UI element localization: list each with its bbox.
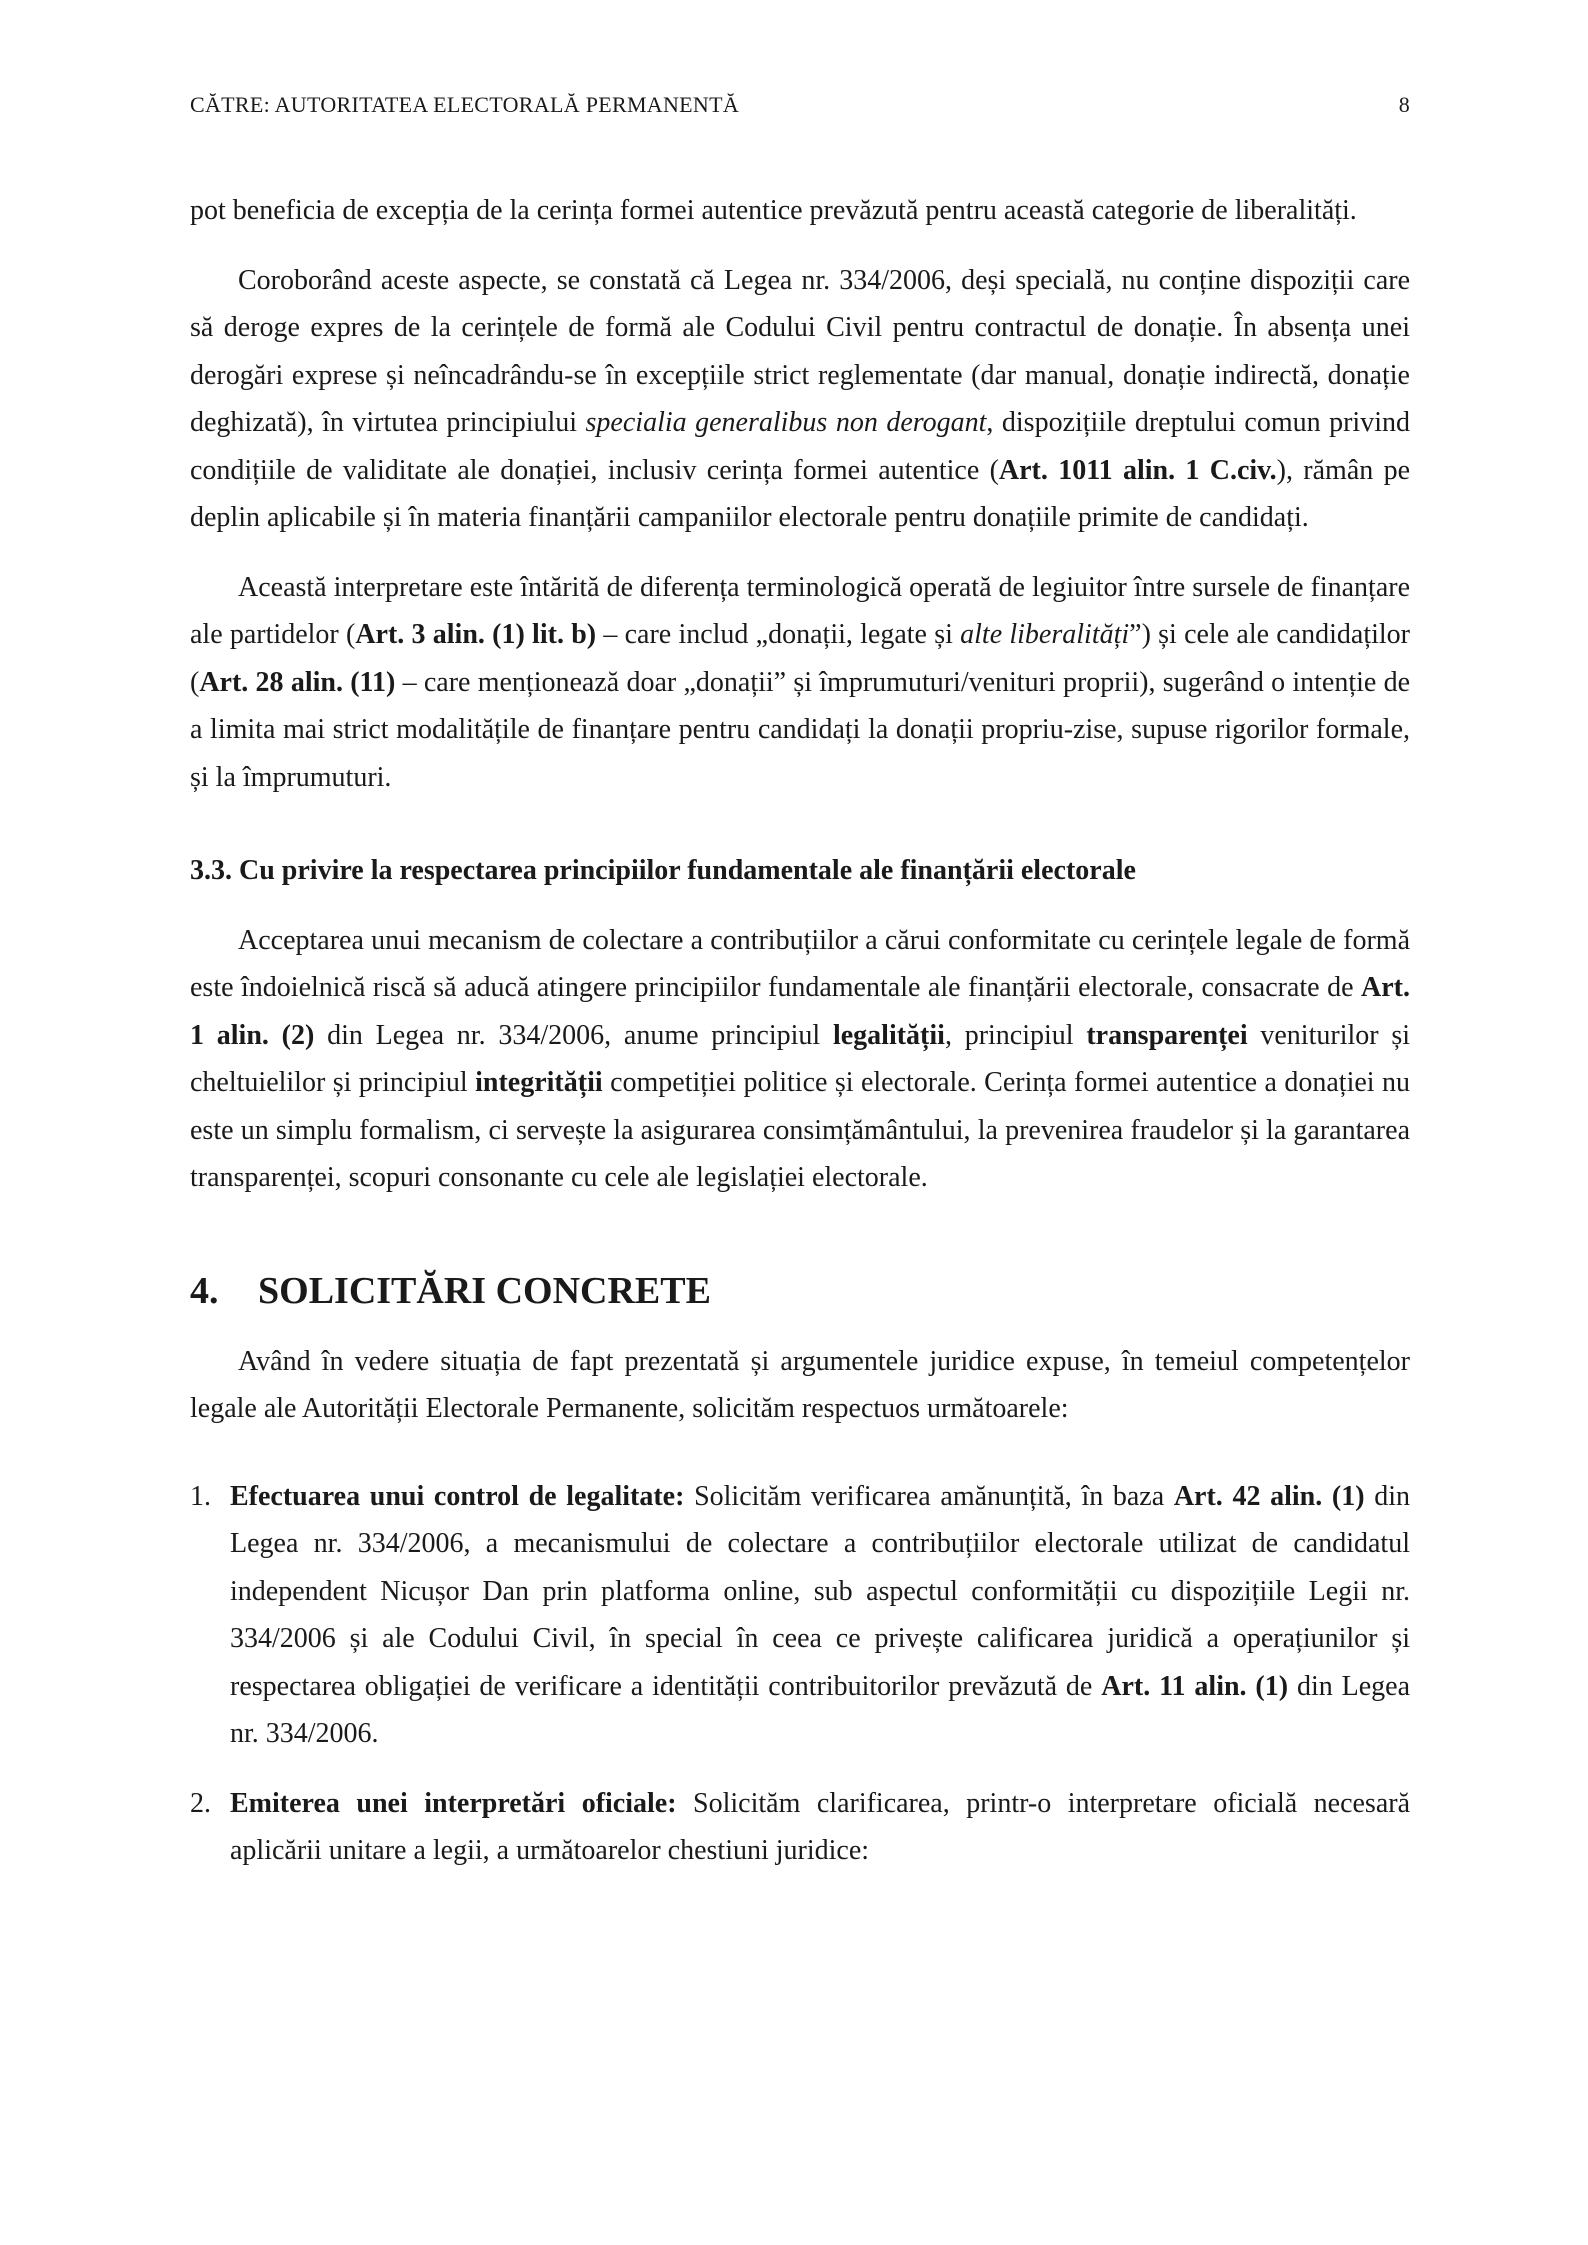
list-item-lead: Emiterea unei interpretări oficiale: <box>230 1787 677 1819</box>
section-title: SOLICITĂRI CONCRETE <box>258 1269 711 1312</box>
paragraph-coroborand <box>190 257 1410 542</box>
paragraph-interpretare <box>190 564 1410 802</box>
running-header <box>190 92 1410 118</box>
p4-text-2: din Legea nr. 334/2006, anume principiul <box>314 1019 833 1051</box>
header-title: CĂTRE: AUTORITATEA ELECTORALĂ PERMANENTĂ <box>190 92 740 117</box>
p4-text-5: competiției politice și electorale. Cerința formei autentice a donației nu este un simplu formalism, ci servește la asigurarea consimțământului, la prevenirea fraudelor și la garantarea transparenței, scopuri consonante cu cele ale legislației electorale. <box>190 1067 1410 1193</box>
legal-reference: Art. 1011 alin. 1 C.civ. <box>998 454 1277 486</box>
list-marker: 2. <box>190 1787 211 1819</box>
p4-text-4: veniturilor și cheltuielilor și principiul <box>190 1019 1411 1098</box>
legal-reference: Art. 28 alin. (11) <box>199 666 396 698</box>
principle-integritatii: integrității <box>475 1067 603 1098</box>
paragraph-solicitare: Având în vedere situația de fapt prezentată și argumentele juridice expuse, în temeiul competențelor legale ale Autorității Electorale Permanente, solicităm respectuos următoarele: <box>190 1345 1410 1424</box>
legal-reference: Art. 11 alin. (1) <box>1101 1670 1289 1702</box>
section-heading <box>190 1266 1410 1316</box>
italic-term: alte liberalități <box>960 619 1130 650</box>
legal-reference: Art. 42 alin. (1) <box>1173 1480 1365 1512</box>
principle-transparentei: transparenței <box>1086 1019 1248 1051</box>
p3-text-4: – care menționează doar „donații” și împrumuturi/venituri proprii), sugerând o intenție de a limita mai strict modalitățile de finanțare pentru candidați la donații propriu-zise, supuse rigorilor formale, și la împrumuturi. <box>190 666 1410 793</box>
list-marker: 1. <box>190 1480 211 1512</box>
p2-text-2: , dispozițiile dreptului comun privind condițiile de validitate ale donației, inclusiv cerința formei autentice ( <box>190 407 1410 486</box>
item1-text-1: Solicităm verificarea amănunțită, în baza <box>684 1480 1174 1512</box>
requests-list <box>190 1473 1410 1875</box>
list-item-body <box>230 1473 1410 1758</box>
p3-text-3: ”) și cele ale candidaților ( <box>190 619 1410 698</box>
item1-text-3: din Legea nr. 334/2006. <box>230 1670 1410 1749</box>
list-item <box>190 1780 1410 1875</box>
list-item-lead: Efectuarea unui control de legalitate: <box>230 1480 685 1512</box>
paragraph-continuation: pot beneficia de excepția de la cerința formei autentice prevăzută pentru această categorie de liberalități. <box>190 195 1357 226</box>
list-item <box>190 1473 1410 1758</box>
item1-text-2: din Legea nr. 334/2006, a mecanismului de colectare a contribuțiilor electorale utilizat de candidatul independent Nicușor Dan prin platforma online, sub aspectul conformității cu dispozițiile Legii nr. 334/2006 și ale Codului Civil, în special în ceea ce privește calificarea juridică a operațiunilor și respectarea obligației de verificare a identității contribuitorilor prevăzută de <box>230 1480 1410 1702</box>
principle-legalitatii: legalității <box>832 1019 945 1051</box>
p4-text-3: , principiul <box>944 1019 1087 1051</box>
paragraph-principii <box>190 917 1410 1202</box>
page-number: 8 <box>1398 92 1410 117</box>
p3-text-1: Această interpretare este întărită de diferența terminologică operată de legiuitor între sursele de finanțare ale partidelor ( <box>190 571 1410 650</box>
subsection-heading: 3.3. Cu privire la respectarea principiilor fundamentale ale finanțării electorale <box>190 855 1136 886</box>
legal-reference: Art. 3 alin. (1) lit. b) <box>355 619 597 650</box>
p4-text-1: Acceptarea unui mecanism de colectare a contribuțiilor a cărui conformitate cu cerințele legale de formă este îndoielnică riscă să aducă atingere principiilor fundamentale ale finanțării electorale, consacrate de <box>190 924 1410 1003</box>
legal-reference: Art. 1 alin. (2) <box>190 972 1410 1051</box>
section-number: 4. <box>190 1269 219 1312</box>
p2-text-3: ), rămân pe deplin aplicabile și în materia finanțării campaniilor electorale pentru donațiile primite de candidați. <box>190 454 1410 533</box>
list-item-body <box>230 1780 1410 1875</box>
p3-text-2: – care includ „donații, legate și <box>596 619 961 650</box>
item2-text-1: Solicităm clarificarea, printr-o interpretare oficială necesară aplicării unitare a legii, a următoarelor chestiuni juridice: <box>230 1787 1411 1866</box>
document-body <box>190 187 1410 1897</box>
latin-maxim: specialia generalibus non derogant <box>585 407 987 438</box>
p2-text-1: Coroborând aceste aspecte, se constată că Legea nr. 334/2006, deși specială, nu conține dispoziții care să deroge expres de la cerințele de formă ale Codului Civil pentru contractul de donație. În absența unei derogări exprese și neîncadrându-se în excepțiile strict reglementate (dar manual, donație indirectă, donație deghizată), în virtutea principiului <box>190 264 1410 438</box>
